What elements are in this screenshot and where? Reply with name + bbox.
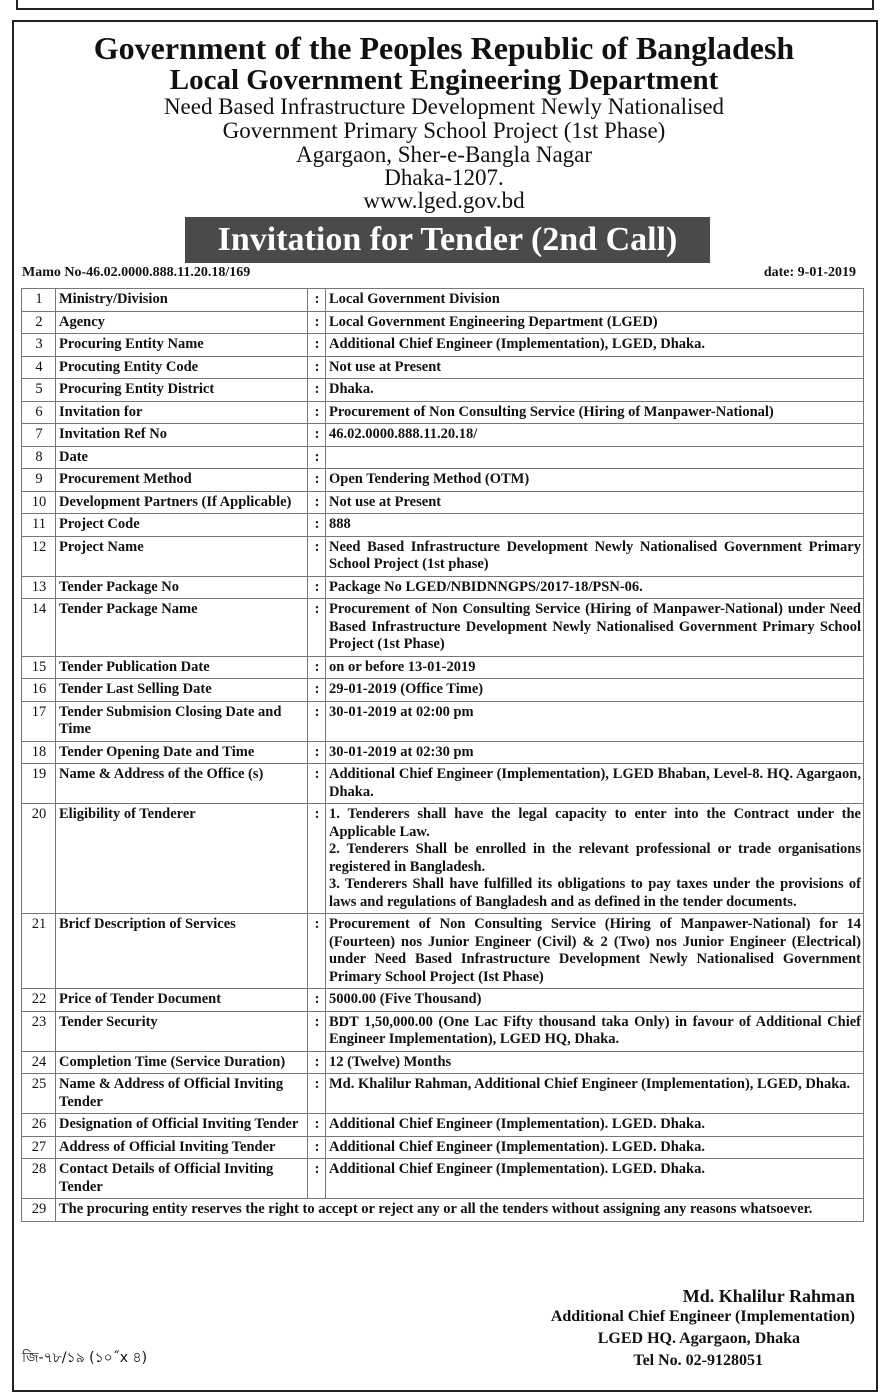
row-label: Completion Time (Service Duration) xyxy=(56,1051,308,1074)
row-value: Local Government Division xyxy=(326,289,864,312)
row-colon: : xyxy=(308,424,326,447)
table-row xyxy=(22,599,864,657)
row-value: Need Based Infrastructure Development Newly Nationalised Government Primary School Project (1st phase) xyxy=(326,536,864,576)
row-value: 30-01-2019 at 02:30 pm xyxy=(326,741,864,764)
row-number: 14 xyxy=(22,599,56,657)
row-number: 5 xyxy=(22,379,56,402)
row-label: Bricf Description of Services xyxy=(56,914,308,989)
government-title: Government of the Peoples Republic of Bangladesh xyxy=(93,30,795,66)
row-colon: : xyxy=(308,491,326,514)
row-value xyxy=(326,804,864,914)
publication-code: জি-৭৮/১৯ (১০˝x ৪) xyxy=(22,1350,148,1366)
table-row xyxy=(22,1136,864,1159)
row-number: 18 xyxy=(22,741,56,764)
table-row xyxy=(22,1074,864,1114)
top-border-fragment xyxy=(16,0,874,10)
row-number: 1 xyxy=(22,289,56,312)
row-number: 4 xyxy=(22,356,56,379)
row-colon: : xyxy=(308,334,326,357)
row-colon: : xyxy=(308,679,326,702)
row-number: 11 xyxy=(22,514,56,537)
row-colon: : xyxy=(308,1114,326,1137)
row-label: Price of Tender Document xyxy=(56,989,308,1012)
row-number: 28 xyxy=(22,1159,56,1199)
row-value: 46.02.0000.888.11.20.18/ xyxy=(326,424,864,447)
table-row xyxy=(22,536,864,576)
row-label: Procuring Entity District xyxy=(56,379,308,402)
row-colon: : xyxy=(308,1136,326,1159)
table-row xyxy=(22,989,864,1012)
row-number: 17 xyxy=(22,701,56,741)
row-value: Md. Khalilur Rahman, Additional Chief Engineer (Implementation), LGED, Dhaka. xyxy=(326,1074,864,1114)
row-value: Dhaka. xyxy=(326,379,864,402)
row-label: Project Code xyxy=(56,514,308,537)
table-row xyxy=(22,1114,864,1137)
memo-number: Mamo No-46.02.0000.888.11.20.18/169 xyxy=(22,265,251,280)
row-number: 26 xyxy=(22,1114,56,1137)
row-colon: : xyxy=(308,576,326,599)
row-colon: : xyxy=(308,356,326,379)
table-row xyxy=(22,914,864,989)
row-label: Eligibility of Tenderer xyxy=(56,804,308,914)
row-number: 23 xyxy=(22,1011,56,1051)
row-number: 15 xyxy=(22,656,56,679)
row-value: 30-01-2019 at 02:00 pm xyxy=(326,701,864,741)
row-value: Not use at Present xyxy=(326,491,864,514)
row-label: Tender Publication Date xyxy=(56,656,308,679)
signatory-name: Md. Khalilur Rahman xyxy=(682,1286,855,1306)
row-value: 888 xyxy=(326,514,864,537)
row-value: Additional Chief Engineer (Implementation). LGED. Dhaka. xyxy=(326,1159,864,1199)
row-label: Ministry/Division xyxy=(56,289,308,312)
row-colon: : xyxy=(308,514,326,537)
row-number: 27 xyxy=(22,1136,56,1159)
table-row xyxy=(22,379,864,402)
row-number: 13 xyxy=(22,576,56,599)
table-row xyxy=(22,356,864,379)
reservation-note: The procuring entity reserves the right to accept or reject any or all the tenders without assigning any reasons whatsoever. xyxy=(56,1199,864,1222)
row-value: Additional Chief Engineer (Implementation), LGED, Dhaka. xyxy=(326,334,864,357)
row-value: Procurement of Non Consulting Service (Hiring of Manpawer-National) for 14 (Fourteen) nos Junior Engineer (Civil) & 2 (Two) nos Junior Engineer (Electrical) under Need Based Infrastructure Development Newly Nationalised Government Primary School Project (Ist Phase) xyxy=(326,914,864,989)
table-row xyxy=(22,334,864,357)
row-number: 2 xyxy=(22,311,56,334)
table-row xyxy=(22,576,864,599)
row-value: 12 (Twelve) Months xyxy=(326,1051,864,1074)
row-colon: : xyxy=(308,379,326,402)
row-colon: : xyxy=(308,1074,326,1114)
row-colon: : xyxy=(308,764,326,804)
row-label: Designation of Official Inviting Tender xyxy=(56,1114,308,1137)
table-row xyxy=(22,764,864,804)
memo-date: date: 9-01-2019 xyxy=(763,265,856,280)
table-row xyxy=(22,469,864,492)
row-number: 29 xyxy=(22,1199,56,1222)
project-line-2: Government Primary School Project (1st Phase) xyxy=(222,118,666,143)
row-value: Procurement of Non Consulting Service (Hiring of Manpawer-National) xyxy=(326,401,864,424)
row-label: Tender Last Selling Date xyxy=(56,679,308,702)
table-row xyxy=(22,289,864,312)
eligibility-item: 1. Tenderers shall have the legal capacity to enter into the Contract under the Applicable Law. xyxy=(329,806,861,840)
project-line-1: Need Based Infrastructure Development Newly Nationalised xyxy=(163,94,725,119)
row-colon: : xyxy=(308,446,326,469)
table-row xyxy=(22,1011,864,1051)
row-label: Address of Official Inviting Tender xyxy=(56,1136,308,1159)
table-row xyxy=(22,741,864,764)
row-number: 3 xyxy=(22,334,56,357)
table-row-note xyxy=(22,1199,864,1222)
department-title: Local Government Engineering Department xyxy=(169,64,719,96)
table-row xyxy=(22,401,864,424)
row-value: 29-01-2019 (Office Time) xyxy=(326,679,864,702)
row-value: Local Government Engineering Department (LGED) xyxy=(326,311,864,334)
row-label: Agency xyxy=(56,311,308,334)
table-row xyxy=(22,446,864,469)
row-colon: : xyxy=(308,599,326,657)
row-label: Tender Security xyxy=(56,1011,308,1051)
row-label: Tender Package No xyxy=(56,576,308,599)
row-colon: : xyxy=(308,401,326,424)
row-number: 22 xyxy=(22,989,56,1012)
row-colon: : xyxy=(308,536,326,576)
row-label: Invitation for xyxy=(56,401,308,424)
row-label: Development Partners (If Applicable) xyxy=(56,491,308,514)
table-row xyxy=(22,424,864,447)
row-number: 12 xyxy=(22,536,56,576)
row-number: 6 xyxy=(22,401,56,424)
eligibility-item: 2. Tenderers Shall be enrolled in the relevant professional or trade organisations registered in Bangladesh. xyxy=(329,841,861,875)
row-value: Additional Chief Engineer (Implementation). LGED. Dhaka. xyxy=(326,1114,864,1137)
table-row xyxy=(22,514,864,537)
row-label: Project Name xyxy=(56,536,308,576)
row-value: Open Tendering Method (OTM) xyxy=(326,469,864,492)
row-label: Contact Details of Official Inviting Tender xyxy=(56,1159,308,1199)
row-colon: : xyxy=(308,1051,326,1074)
row-colon: : xyxy=(308,914,326,989)
row-value: Package No LGED/NBIDNNGPS/2017-18/PSN-06. xyxy=(326,576,864,599)
table-row xyxy=(22,311,864,334)
row-colon: : xyxy=(308,656,326,679)
row-number: 8 xyxy=(22,446,56,469)
row-label: Procuring Entity Name xyxy=(56,334,308,357)
row-label: Tender Package Name xyxy=(56,599,308,657)
signatory-designation: Additional Chief Engineer (Implementation) xyxy=(550,1308,855,1325)
table-row xyxy=(22,804,864,914)
row-value xyxy=(326,446,864,469)
row-number: 7 xyxy=(22,424,56,447)
row-number: 9 xyxy=(22,469,56,492)
table-row xyxy=(22,701,864,741)
row-label: Date xyxy=(56,446,308,469)
row-colon: : xyxy=(308,469,326,492)
row-label: Name & Address of the Office (s) xyxy=(56,764,308,804)
row-number: 16 xyxy=(22,679,56,702)
table-row xyxy=(22,491,864,514)
row-colon: : xyxy=(308,1011,326,1051)
table-row xyxy=(22,679,864,702)
row-colon: : xyxy=(308,989,326,1012)
row-value: BDT 1,50,000.00 (One Lac Fifty thousand taka Only) in favour of Additional Chief Engineer Implementation), LGED HQ, Dhaka. xyxy=(326,1011,864,1051)
row-number: 21 xyxy=(22,914,56,989)
table-row xyxy=(22,1159,864,1199)
tender-banner: Invitation for Tender (2nd Call) xyxy=(185,217,710,263)
tender-details-table xyxy=(21,288,864,1222)
row-label: Procuting Entity Code xyxy=(56,356,308,379)
city-line: Dhaka-1207. xyxy=(384,165,504,190)
table-row xyxy=(22,656,864,679)
row-value: Not use at Present xyxy=(326,356,864,379)
row-label: Tender Submision Closing Date and Time xyxy=(56,701,308,741)
row-label: Procurement Method xyxy=(56,469,308,492)
row-value: Procurement of Non Consulting Service (Hiring of Manpawer-National) under Need Based Infrastructure Development Newly Nationalised Government Primary School Project (1st Phase) xyxy=(326,599,864,657)
row-value: Additional Chief Engineer (Implementation). LGED. Dhaka. xyxy=(326,1136,864,1159)
row-colon: : xyxy=(308,311,326,334)
signatory-telephone: Tel No. 02-9128051 xyxy=(633,1352,763,1369)
row-number: 20 xyxy=(22,804,56,914)
row-number: 24 xyxy=(22,1051,56,1074)
row-value: on or before 13-01-2019 xyxy=(326,656,864,679)
row-number: 25 xyxy=(22,1074,56,1114)
row-colon: : xyxy=(308,701,326,741)
eligibility-item: 3. Tenderers Shall have fulfilled its obligations to pay taxes under the provisions of laws and regulations of Bangladesh and as defined in the tender documents. xyxy=(329,876,861,910)
row-value: 5000.00 (Five Thousand) xyxy=(326,989,864,1012)
row-label: Tender Opening Date and Time xyxy=(56,741,308,764)
address-line: Agargaon, Sher-e-Bangla Nagar xyxy=(295,142,593,167)
row-colon: : xyxy=(308,804,326,914)
row-value: Additional Chief Engineer (Implementation), LGED Bhaban, Level-8. HQ. Agargaon, Dhaka. xyxy=(326,764,864,804)
row-label: Name & Address of Official Inviting Tender xyxy=(56,1074,308,1114)
row-colon: : xyxy=(308,1159,326,1199)
table-row xyxy=(22,1051,864,1074)
website: www.lged.gov.bd xyxy=(363,188,525,213)
row-number: 19 xyxy=(22,764,56,804)
signatory-address: LGED HQ. Agargaon, Dhaka xyxy=(597,1330,800,1347)
row-colon: : xyxy=(308,289,326,312)
row-label: Invitation Ref No xyxy=(56,424,308,447)
row-number: 10 xyxy=(22,491,56,514)
row-colon: : xyxy=(308,741,326,764)
